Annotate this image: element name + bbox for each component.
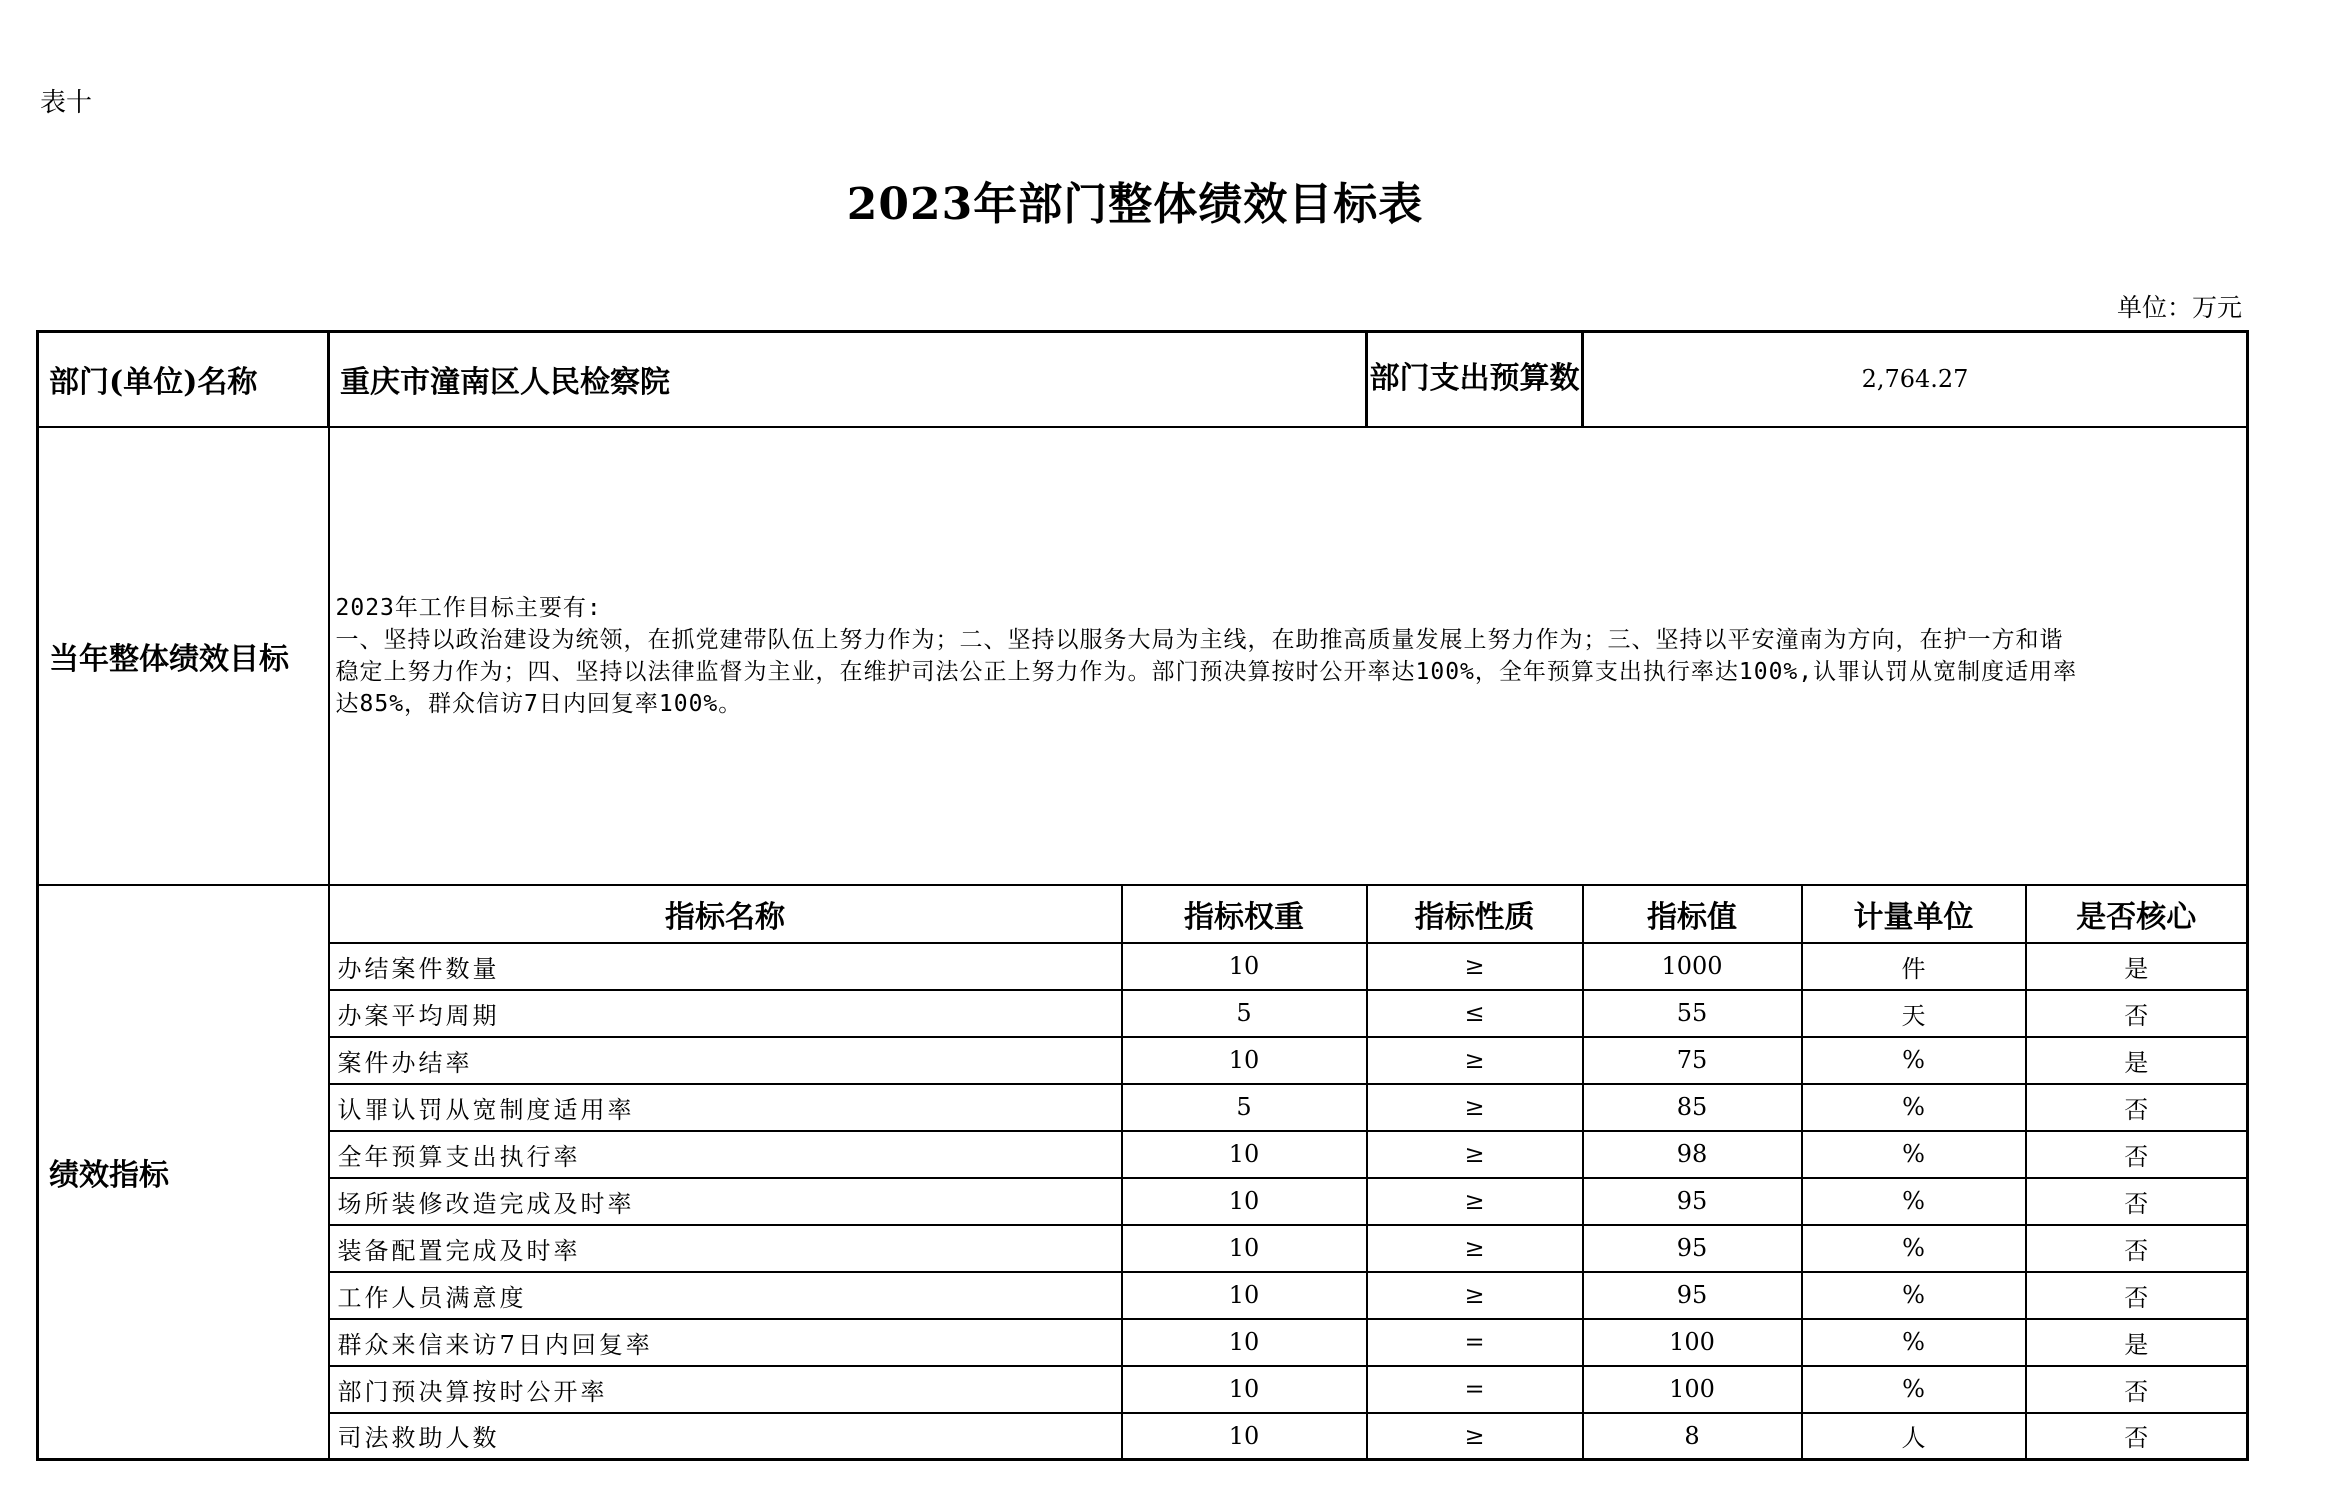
indicator-nature: ≥ bbox=[1367, 1272, 1583, 1319]
indicator-name: 场所装修改造完成及时率 bbox=[329, 1178, 1122, 1225]
table-row bbox=[38, 1225, 2248, 1272]
dept-name: 重庆市潼南区人民检察院 bbox=[329, 332, 1367, 427]
indicator-weight: 10 bbox=[1122, 1037, 1367, 1084]
indicator-core: 否 bbox=[2026, 1084, 2248, 1131]
indicator-nature: ≥ bbox=[1367, 1131, 1583, 1178]
indicator-name: 全年预算支出执行率 bbox=[329, 1131, 1122, 1178]
unit-label: 单位：万元 bbox=[2116, 293, 2242, 322]
indicator-core: 否 bbox=[2026, 1366, 2248, 1413]
col-header-name: 指标名称 bbox=[329, 885, 1122, 943]
table-row bbox=[38, 1413, 2248, 1460]
indicator-core: 否 bbox=[2026, 1272, 2248, 1319]
indicator-nature: ≥ bbox=[1367, 1225, 1583, 1272]
table-label: 表十 bbox=[40, 88, 93, 118]
indicator-name: 装备配置完成及时率 bbox=[329, 1225, 1122, 1272]
indicator-core: 是 bbox=[2026, 943, 2248, 990]
indicator-weight: 10 bbox=[1122, 1413, 1367, 1460]
indicator-value: 8 bbox=[1583, 1413, 1802, 1460]
indicator-unit: % bbox=[1802, 1131, 2026, 1178]
indicator-weight: 5 bbox=[1122, 990, 1367, 1037]
indicator-weight: 10 bbox=[1122, 1366, 1367, 1413]
indicator-weight: 10 bbox=[1122, 1225, 1367, 1272]
table-row bbox=[38, 1131, 2248, 1178]
indicator-weight: 10 bbox=[1122, 1131, 1367, 1178]
indicator-name: 群众来信来访7日内回复率 bbox=[329, 1319, 1122, 1366]
table-row bbox=[38, 1178, 2248, 1225]
indicator-value: 75 bbox=[1583, 1037, 1802, 1084]
indicator-weight: 10 bbox=[1122, 1178, 1367, 1225]
col-header-nature: 指标性质 bbox=[1367, 885, 1583, 943]
indicator-core: 否 bbox=[2026, 990, 2248, 1037]
indicator-nature: ≤ bbox=[1367, 990, 1583, 1037]
dept-row bbox=[38, 332, 2248, 427]
indicators-label: 绩效指标 bbox=[38, 885, 329, 1460]
indicator-core: 否 bbox=[2026, 1131, 2248, 1178]
indicator-nature: ≥ bbox=[1367, 1178, 1583, 1225]
table-row bbox=[38, 1272, 2248, 1319]
col-header-core: 是否核心 bbox=[2026, 885, 2248, 943]
goal-line: 一、坚持以政治建设为统领，在抓党建带队伍上努力作为；二、坚持以服务大局为主线，在助推高质量发展上努力作为；三、坚持以平安潼南为方向，在护一方和谐 bbox=[335, 626, 2064, 653]
indicator-weight: 5 bbox=[1122, 1084, 1367, 1131]
indicator-nature: ≥ bbox=[1367, 1084, 1583, 1131]
table-row bbox=[38, 1084, 2248, 1131]
goal-label: 当年整体绩效目标 bbox=[38, 427, 329, 885]
indicator-core: 否 bbox=[2026, 1178, 2248, 1225]
indicator-value: 100 bbox=[1583, 1319, 1802, 1366]
indicator-nature: ≥ bbox=[1367, 1413, 1583, 1460]
table-row bbox=[38, 1366, 2248, 1413]
indicator-unit: % bbox=[1802, 1084, 2026, 1131]
goal-line: 2023年工作目标主要有: bbox=[335, 594, 602, 621]
indicator-nature: = bbox=[1367, 1366, 1583, 1413]
indicator-unit: % bbox=[1802, 1319, 2026, 1366]
indicator-value: 95 bbox=[1583, 1272, 1802, 1319]
indicator-unit: 天 bbox=[1802, 990, 2026, 1037]
indicator-unit: % bbox=[1802, 1272, 2026, 1319]
indicator-weight: 10 bbox=[1122, 1319, 1367, 1366]
indicator-value: 95 bbox=[1583, 1225, 1802, 1272]
indicator-name: 工作人员满意度 bbox=[329, 1272, 1122, 1319]
goal-line: 稳定上努力作为；四、坚持以法律监督为主业，在维护司法公正上努力作为。部门预决算按时公开率达100%，全年预算支出执行率达100%,认罪认罚从宽制度适用率 bbox=[335, 658, 2078, 685]
indicator-name: 认罪认罚从宽制度适用率 bbox=[329, 1084, 1122, 1131]
indicator-unit: % bbox=[1802, 1366, 2026, 1413]
indicator-value: 1000 bbox=[1583, 943, 1802, 990]
indicator-weight: 10 bbox=[1122, 943, 1367, 990]
indicator-name: 司法救助人数 bbox=[329, 1413, 1122, 1460]
indicator-core: 否 bbox=[2026, 1225, 2248, 1272]
indicator-unit: % bbox=[1802, 1225, 2026, 1272]
table-row bbox=[38, 943, 2248, 990]
indicator-unit: 件 bbox=[1802, 943, 2026, 990]
col-header-value: 指标值 bbox=[1583, 885, 1802, 943]
indicator-nature: ≥ bbox=[1367, 943, 1583, 990]
indicator-value: 95 bbox=[1583, 1178, 1802, 1225]
table-row bbox=[38, 1319, 2248, 1366]
indicator-name: 办结案件数量 bbox=[329, 943, 1122, 990]
budget-value: 2,764.27 bbox=[1583, 332, 2248, 427]
indicator-name: 案件办结率 bbox=[329, 1037, 1122, 1084]
col-header-unit: 计量单位 bbox=[1802, 885, 2026, 943]
indicator-value: 98 bbox=[1583, 1131, 1802, 1178]
indicator-nature: ≥ bbox=[1367, 1037, 1583, 1084]
goal-row bbox=[38, 427, 2248, 885]
indicator-unit: 人 bbox=[1802, 1413, 2026, 1460]
page-title: 2023年部门整体绩效目标表 bbox=[846, 179, 1424, 230]
indicator-core: 是 bbox=[2026, 1319, 2248, 1366]
goal-line: 达85%，群众信访7日内回复率100%。 bbox=[335, 690, 743, 717]
indicator-unit: % bbox=[1802, 1178, 2026, 1225]
goal-text bbox=[329, 427, 2248, 885]
col-header-weight: 指标权重 bbox=[1122, 885, 1367, 943]
indicator-core: 否 bbox=[2026, 1413, 2248, 1460]
table-row bbox=[38, 990, 2248, 1037]
indicator-name: 部门预决算按时公开率 bbox=[329, 1366, 1122, 1413]
performance-table bbox=[36, 330, 2249, 1461]
dept-label: 部门(单位)名称 bbox=[38, 332, 329, 427]
indicator-nature: = bbox=[1367, 1319, 1583, 1366]
indicator-value: 55 bbox=[1583, 990, 1802, 1037]
indicator-value: 100 bbox=[1583, 1366, 1802, 1413]
indicator-value: 85 bbox=[1583, 1084, 1802, 1131]
budget-label: 部门支出预算数 bbox=[1367, 332, 1583, 427]
indicator-weight: 10 bbox=[1122, 1272, 1367, 1319]
indicator-unit: % bbox=[1802, 1037, 2026, 1084]
indicator-name: 办案平均周期 bbox=[329, 990, 1122, 1037]
column-header-row bbox=[38, 885, 2248, 943]
table-row bbox=[38, 1037, 2248, 1084]
indicator-core: 是 bbox=[2026, 1037, 2248, 1084]
